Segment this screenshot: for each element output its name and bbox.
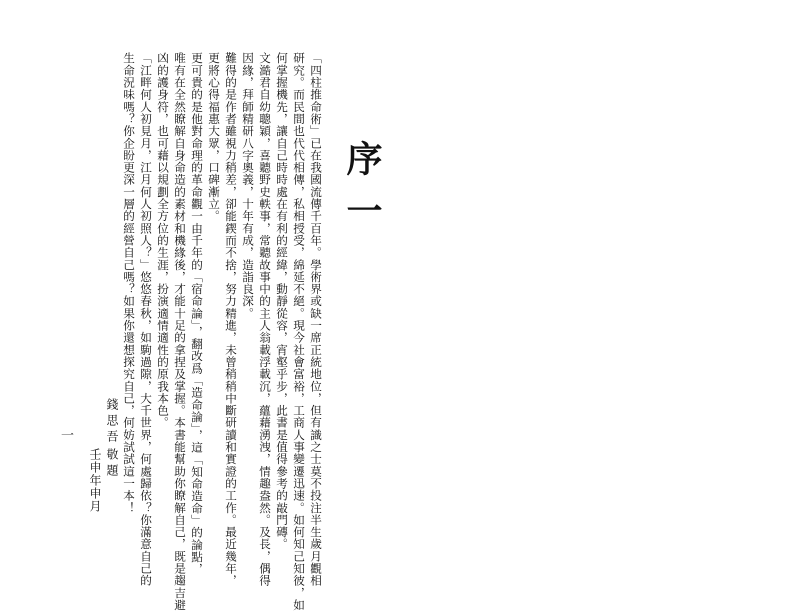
text-column-6: 難得的是作者雖視力稍差，卻能鍥而不捨，努力精進，未曾稍稍中斷研讀和實證的工作。最近幾年， <box>224 52 238 587</box>
signature-name: 錢思吾 <box>105 398 119 446</box>
text-column-7: 更將心得福惠大眾，口碑漸立。 <box>207 52 221 223</box>
text-column-2: 研究。而民間也代代相傳，私相授受，綿延不絕。現今社會富裕，工商人事變遷迅速。如何知己知彼，如 <box>292 52 306 611</box>
text-column-8: 更可貴的是他對命理的革命觀一由千年的「宿命論」，翻改爲「造命論」，這「知命造命」的論點， <box>190 52 204 575</box>
text-column-1: 「四柱推命術」已在我國流傳千百年。學術界或缺一席正統地位，但有識之士莫不投注半生歲月觀相 <box>309 52 323 587</box>
text-column-9: 唯有在全然瞭解自身命造的素材和機緣後，才能十足的拿捏及掌握。本書能幫助你瞭解自己，既是趨吉避 <box>173 52 187 611</box>
page-title: 序一 <box>341 140 383 244</box>
signature-salutation: 敬題 <box>105 448 119 480</box>
text-column-4: 文澔君自幼聰穎，喜聽野史軼事，常聽故事中的主人翁載浮載沉，蘊藉湧洩，情趣盎然。及長，偶得 <box>258 52 272 587</box>
text-column-3: 何掌握機先，讓自己時時處在有利的經緯，動靜從容，宵壑乎步，此書是值得參考的敲門磚。 <box>275 52 289 551</box>
text-column-11: 「江畔何人初見月，江月何人初照人？」悠悠春秋，如駒過隙，大千世界，何處歸依？你滿意自己的 <box>139 52 153 587</box>
text-column-5: 因緣，拜師精研八字奧義，十年有成，造詣良深。 <box>241 52 255 320</box>
signature-date: 壬申年申月 <box>88 448 102 513</box>
text-column-12: 生命況味嗎？你企盼更深一層的經營自己嗎？如果你還想探究自己，何妨試試這一本！ <box>122 52 136 514</box>
text-column-10: 凶的護身符，也可藉以規劃全方位的生涯，扮演適情適性的原我本色。 <box>156 52 170 429</box>
page-number: 一 <box>58 428 73 441</box>
